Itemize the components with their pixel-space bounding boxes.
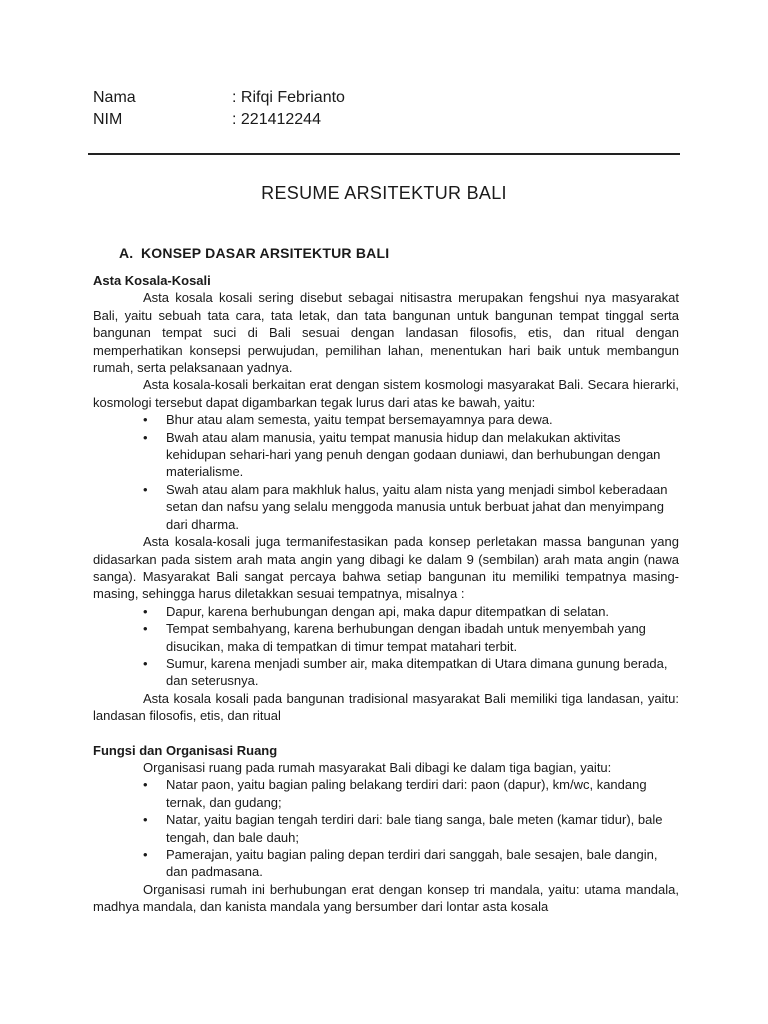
list-item: • Bwah atau alam manusia, yaitu tempat manusia hidup dan melakukan aktivitas kehidupan sehari-hari yang penuh dengan godaan duniawi, dan berhubungan dengan materialisme. bbox=[93, 429, 679, 481]
fungsi-paragraph-1: Organisasi ruang pada rumah masyarakat Bali dibagi ke dalam tiga bagian, yaitu: bbox=[143, 759, 612, 775]
section-spacer bbox=[93, 725, 679, 742]
section-a-heading bbox=[119, 245, 389, 261]
nim-label: NIM bbox=[93, 111, 123, 128]
nim-value: : 221412244 bbox=[232, 111, 321, 128]
fungsi-paragraph-2: Organisasi rumah ini berhubungan erat dengan konsep tri mandala, yaitu: utama mandala, madhya mandala, dan kanista mandala yang bersumber dari lontar asta kosala bbox=[93, 881, 679, 915]
header-divider bbox=[88, 153, 680, 155]
document-title: RESUME ARSITEKTUR BALI bbox=[261, 183, 507, 203]
asta-paragraph-3: Asta kosala-kosali juga termanifestasikan pada konsep perletakan massa bangunan yang didasarkan pada sistem arah mata angin yang dibagi ke dalam 9 (sembilan) arah mata angin (nawa sanga). Masyarakat Bali sangat percaya bahwa setiap bangunan itu memiliki tempatnya masing-masing, sehingga harus diletakkan sesuai tempatnya, misalnya : bbox=[93, 534, 679, 602]
name-label: Nama bbox=[93, 89, 136, 106]
list-item: • Pamerajan, yaitu bagian paling depan terdiri dari sanggah, bale sesajen, bale dangin, dan padmasana. bbox=[93, 846, 679, 881]
placement-list bbox=[93, 603, 679, 690]
list-item: • Dapur, karena berhubungan dengan api, maka dapur ditempatkan di selatan. bbox=[93, 603, 679, 620]
asta-paragraph-2: Asta kosala-kosali berkaitan erat dengan sistem kosmologi masyarakat Bali. Secara hierarki, kosmologi tersebut dapat digambarkan tegak lurus dari atas ke bawah, yaitu: bbox=[93, 377, 679, 410]
room-organization-list bbox=[93, 776, 679, 880]
cosmology-list bbox=[93, 411, 679, 533]
fungsi-subheading: Fungsi dan Organisasi Ruang bbox=[93, 742, 278, 758]
section-a-number: A. bbox=[119, 245, 134, 261]
asta-paragraph-1: Asta kosala kosali sering disebut sebagai nitisastra merupakan fengshui nya masyarakat Bali, yaitu sebuah tata cara, tata letak, dan tata bangunan untuk bangunan tempat tinggal serta bangunan tempat suci di Bali sesuai dengan landasan filosofis, etis, dan ritual dengan memperhatikan konsepsi perwujudan, pemilihan lahan, menentukan hari baik untuk membangun rumah, serta pelaksanaan yadnya. bbox=[93, 290, 679, 376]
section-a-title: KONSEP DASAR ARSITEKTUR BALI bbox=[141, 245, 390, 261]
list-item: • Natar paon, yaitu bagian paling belakang terdiri dari: paon (dapur), km/wc, kandang ternak, dan gudang; bbox=[93, 776, 679, 811]
list-item: • Swah atau alam para makhluk halus, yaitu alam nista yang menjadi simbol keberadaan setan dan nafsu yang selalu menggoda manusia untuk berbuat jahat dan menyimpang dari dharma. bbox=[93, 481, 679, 533]
list-item: • Natar, yaitu bagian tengah terdiri dari: bale tiang sanga, bale meten (kamar tidur), bale tengah, dan bale dauh; bbox=[93, 811, 679, 846]
list-item: • Sumur, karena menjadi sumber air, maka ditempatkan di Utara dimana gunung berada, dan seterusnya. bbox=[93, 655, 679, 690]
name-value: : Rifqi Febrianto bbox=[232, 89, 345, 106]
asta-kosala-subheading: Asta Kosala-Kosali bbox=[93, 273, 211, 288]
list-item: • Tempat sembahyang, karena berhubungan dengan ibadah untuk menyembah yang disucikan, maka di tempatkan di timur tempat matahari terbit. bbox=[93, 620, 679, 655]
asta-paragraph-4: Asta kosala kosali pada bangunan tradisional masyarakat Bali memiliki tiga landasan, yaitu: landasan filosofis, etis, dan ritual bbox=[93, 690, 679, 724]
list-item: • Bhur atau alam semesta, yaitu tempat bersemayamnya para dewa. bbox=[93, 411, 679, 428]
document-body bbox=[93, 272, 679, 916]
